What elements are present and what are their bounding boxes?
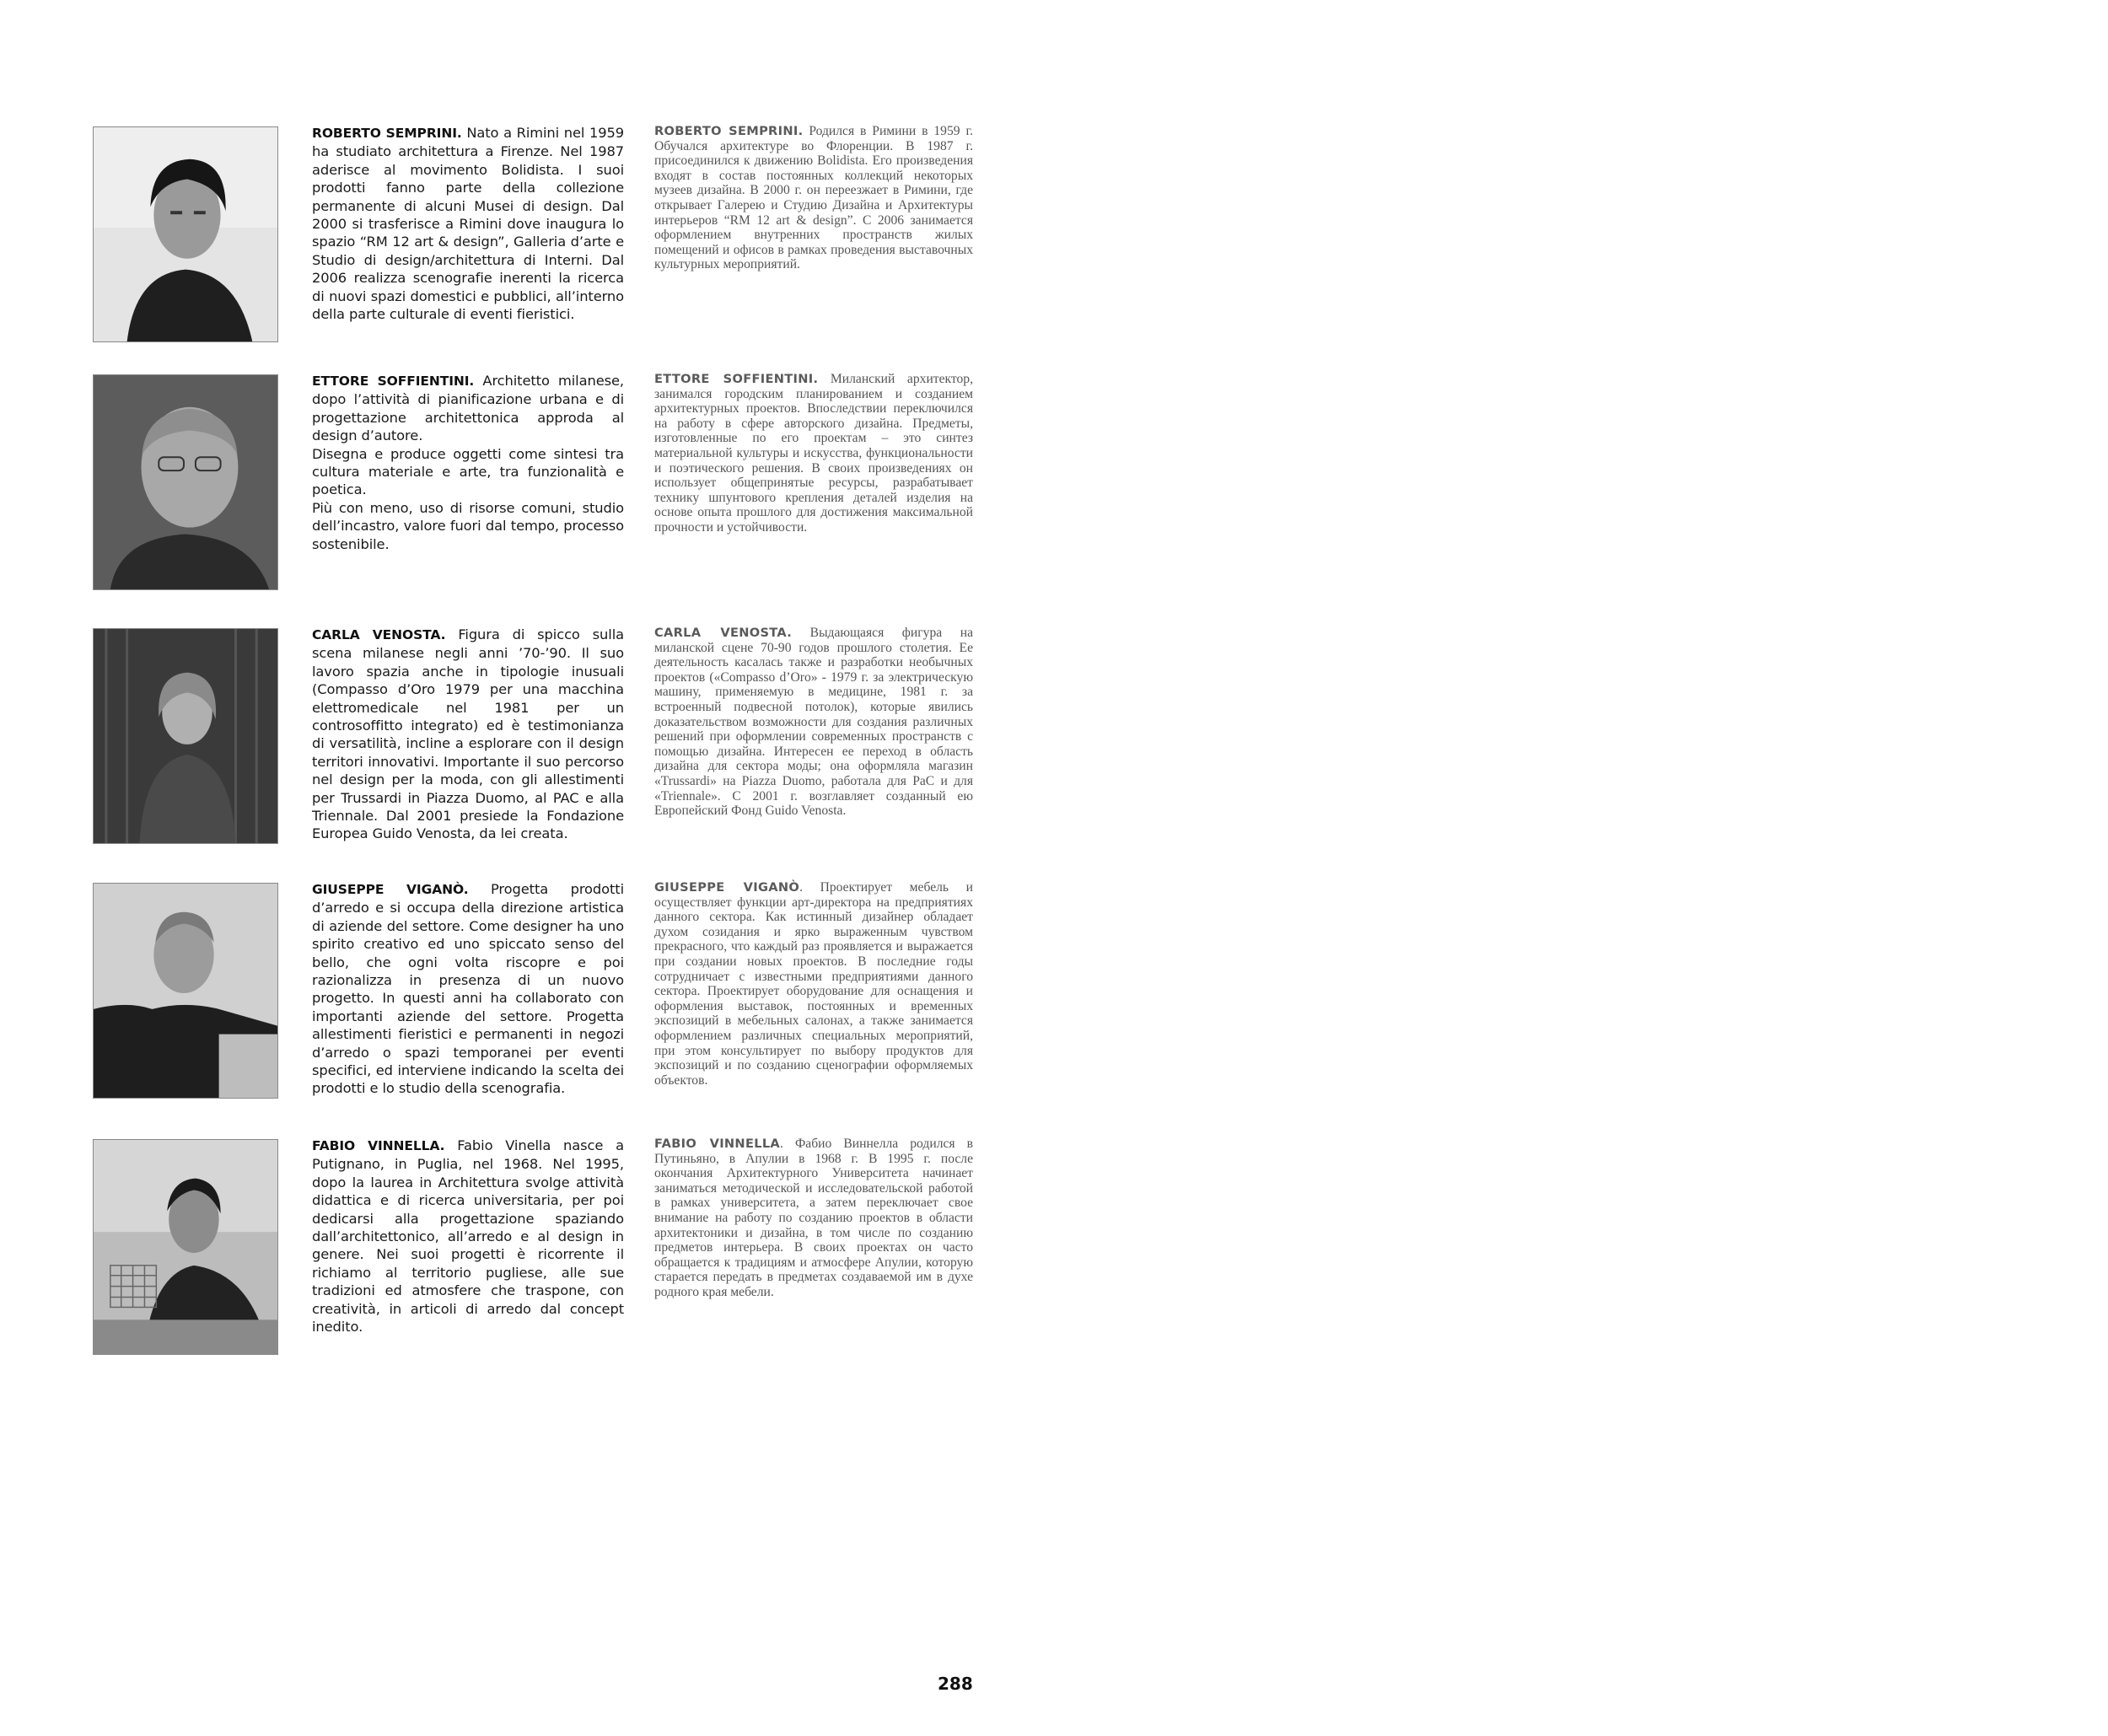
bio-text: Figura di spicco sulla scena milanese negli anni ’70-’90. Il suo lavoro spazia anche in tipologie inusuali (Compasso d’Oro 1979 per una macchina elettromedicale nel 1981 per un controsoffitto integrato) ed è testimonianza di versatilità, incline a esplorare con il design territori innovativi. Importante il suo percorso nel design per la moda, con gli allestimenti per Trussardi in Piazza Duomo, al PAC e alla Triennale. Dal 2001 presiede la Fondazione Europea Guido Venosta, da lei creata. [312,626,624,842]
bio-text-ru: . Фабио Виннелла родился в Путиньяно, в Апулии в 1968 г. В 1995 г. после окончания Архитектурного Университета начинает заниматься методической и исследовательской работой в рамках университета, а затем переключает свое внимание на работу по созданию проектов в области архитектоники и дизайна, в том числе по созданию предметов интерьера. В своих проектах он часто обращается к традициям и атмосфере Апулии, которую старается передать в предметах создаваемой им в духе родного края мебели. [654,1137,973,1299]
bio-paragraph-2: Disegna e produce oggetti come sintesi tra cultura materiale e arte, tra funzionalità e poetica. [312,445,624,498]
designer-name-ru: GIUSEPPE VIGANÒ [654,880,800,895]
portrait-photo-vinnella [93,1139,278,1355]
designer-name: GIUSEPPE VIGANÒ. [312,882,469,897]
russian-bio-vigano [654,880,973,1088]
designer-name: CARLA VENOSTA. [312,627,446,642]
italian-bio-venosta [312,626,624,843]
portrait-photo-venosta [93,628,278,844]
bio-text-ru: Родился в Римини в 1959 г. Обучался архитектуре во Флоренции. В 1987 г. присоединился к движению Bolidista. Его произведения входят в состав постоянных коллекций некоторых музеев дизайна. В 2000 г. он переезжает в Римини, где открывает Галерею и Студию Дизайна и Архитектуры интерьеров “RM 12 art & design”. С 2006 занимается оформлением внутренних пространств жилых помещений и офисов в рамках проведения выставочных культурных мероприятий. [654,124,973,272]
russian-bio-vinnella [654,1137,973,1300]
russian-bio-venosta [654,626,973,819]
bio-text-ru: Выдающаяся фигура на миланской сцене 70-90 годов прошлого столетия. Ее деятельность касалась также и разработки необычных проектов («Compasso d’Oro» - 1979 г. за электрическую машину, применяемую в медицине, 1981 г. за встроенный подвесной потолок), которые явились доказательством возможности для создания различных решений при оформлении современных пространств с помощью дизайна. Интересен ее переход в область дизайна для сектора моды; она оформляла магазин «Trussardi» на Piazza Duomo, работала для PaC и для «Triennale». С 2001 г. возглавляет созданный ею Европейский Фонд Guido Venosta. [654,626,973,819]
italian-bio-soffientini [312,372,624,553]
italian-bio-vigano [312,880,624,1098]
italian-bio-vinnella [312,1137,624,1336]
bio-paragraph-3: Più con meno, uso di risorse comuni, studio dell’incastro, valore fuori dal tempo, processo sostenibile. [312,499,624,552]
designer-name: ETTORE SOFFIENTINI. [312,374,475,389]
bio-text: Nato a Rimini nel 1959 ha studiato architettura a Firenze. Nel 1987 aderisce al movimento Bolidista. I suoi prodotti fanno parte della collezione permanente di alcuni Musei di design. Dal 2000 si trasferisce a Rimini dove inaugura lo spazio “RM 12 art & design”, Galleria d’arte e Studio di design/architettura di Interni. Dal 2006 realizza scenografie inerenti la ricerca di nuovi spazi domestici e pubblici, all’interno della parte culturale di eventi fieristici. [312,125,624,323]
portrait-photo-soffientini [93,374,278,590]
portrait-photo-semprini [93,126,278,342]
bio-text: Architetto milanese, dopo l’attività di pianificazione urbana e di progettazione architettonica approda al design d’autore. [312,373,624,444]
portrait-photo-vigano [93,883,278,1099]
russian-bio-semprini [654,124,973,272]
designer-name-ru: FABIO VINNELLA [654,1137,781,1151]
designer-name: FABIO VINNELLA. [312,1138,445,1153]
designer-name-ru: ETTORE SOFFIENTINI. [654,372,819,386]
italian-bio-semprini [312,124,624,323]
designer-name-ru: ROBERTO SEMPRINI. [654,124,804,138]
russian-bio-soffientini [654,372,973,535]
bio-text: Fabio Vinella nasce a Putignano, in Puglia, nel 1968. Nel 1995, dopo la laurea in Architettura svolge attività didattica e di ricerca universitaria, per poi dedicarsi alla progettazione spaziando dall’architettonico, all’arredo e al design in genere. Nei suoi progetti è ricorrente il richiamo al territorio pugliese, alle sue tradizioni ed atmosfere che traspone, con creatività, in articoli di arredo dal concept inedito. [312,1137,624,1336]
bio-text: Progetta prodotti d’arredo e si occupa della direzione artistica di aziende del settore. Come designer ha uno spirito creativo ed uno spiccato senso del bello, che ogni volta riscopre e poi razionalizza in presenza di un nuovo progetto. In questi anni ha collaborato con importanti aziende del settore. Progetta allestimenti fieristici e permanenti in negozi d’arredo o spazi temporanei per eventi specifici, ed interviene indicando la scelta dei prodotti e lo studio della scenografia. [312,881,625,1097]
bio-text-ru: . Проектирует мебель и осуществляет функции арт-директора на предприятиях данного сектора. Как истинный дизайнер обладает духом созидания и ярко выраженным чувством прекрасного, что каждый раз проявляется и выражается при создании новых проектов. В последние годы сотрудничает с известными предприятиями данного сектора. Проектирует оборудование для оснащения и оформления выставок, постоянных и временных экспозиций в мебельных салонах, а также занимается оформлением различных специальных мероприятий, при этом консультирует по выбору продуктов для экспозиций и по созданию сценографии оформляемых объектов. [654,880,973,1088]
designer-name-ru: CARLA VENOSTA. [654,626,793,640]
bio-text-ru: Миланский архитектор, занимался городским планированием и созданием архитектурных проектов. Впоследствии переключился на работу в сфере авторского дизайна. Предметы, изготовленные по его проектам – это синтез материальной культуры и искусства, функциональности и поэтического решения. В своих произведениях он использует общепринятые ресурсы, разрабатывает технику шпунтового крепления деталей изделия на основе опыта прошлого для достижения максимальной прочности и устойчивости. [654,372,973,535]
designer-name: ROBERTO SEMPRINI. [312,126,462,141]
page-number: 288 [938,1674,973,1694]
